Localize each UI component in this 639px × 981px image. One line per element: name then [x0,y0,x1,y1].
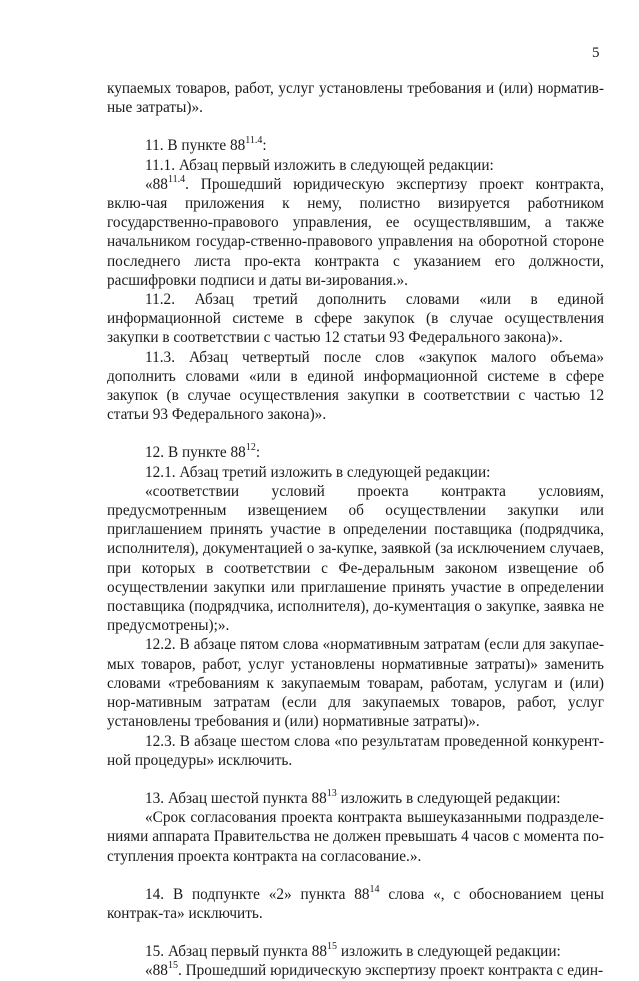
paragraph-quote-13: «Срок согласования проекта контракта вышеуказанными подразделе-ниями аппарата Правительства не должен превышать 4 часов с момента по-ступления проекта контракта на согласование.». [107,809,604,865]
superscript: 12 [245,442,256,454]
superscript: 14 [369,883,380,895]
paragraph-text: 13. Абзац шестой пункта 88 [145,789,327,807]
paragraph-item-11-3: 11.3. Абзац четвертый после слов «закупок малого объема» дополнить словами «или в единой информационной системе в сфере закупок (в случае осуществления закупки в соответствии с частью 12 статьи 93 Федерального закона)». [107,348,604,424]
paragraph-text: 12. В пункте 88 [145,444,246,462]
paragraph-item-11-2: 11.2. Абзац третий дополнить словами «или в единой информационной системе в сфере закупок (в случае осуществления закупки в соответствии с частью 12 статьи 93 Федерального закона)». [107,291,604,347]
paragraph-item-13 [107,789,604,808]
paragraph-item-12-3: 12.3. В абзаце шестом слова «по результатам проведенной конкурент-ной процедуры» исключить. [107,732,604,769]
superscript: 15 [327,941,338,953]
superscript: 15 [167,960,178,972]
paragraph-text: изложить в следующей редакции: [336,789,561,807]
superscript: 11.4 [167,173,186,185]
paragraph-text: «88 [145,175,168,193]
page-number: 5 [592,45,600,61]
paragraph-text: . Прошедший юридическую экспертизу проект контракта, вклю-чая приложения к нему, полистно визируется работником государственно-правового управления, ее осуществлявшим, а также начальником государ-ственно-правового управления на оборотной стороне последнего листа про-екта контракта с указанием его должности, расшифровки подписи и даты ви-зирования.». [107,175,604,289]
paragraph-quote-12-1: «соответствии условий проекта контракта условиям, предусмотренным извещением об осуществлении закупки или приглашением принять участие в определении поставщика (подрядчика, исполнителя), документацией о за-купке, заявкой (за исключением случаев, при которых в соответствии с Фе-деральным законом извещение об осуществлении закупки или приглашение принять участие в определении поставщика (подрядчика, исполнителя), до-кументация о закупке, заявка не предусмотрены);». [107,482,604,635]
paragraph-item-12-1: 12.1. Абзац третий изложить в следующей редакции: [145,463,491,481]
paragraph-text: : [255,444,261,462]
paragraph-text: слова «, с обоснованием цены контрак-та» исключить. [107,885,604,922]
paragraph-quote-88-15 [107,961,604,980]
paragraph-text: . Прошедший юридическую экспертизу проект контракта с един- [177,962,604,980]
paragraph-text: изложить в следующей редакции: [337,943,561,961]
paragraph-quote-88-11-4 [107,175,604,290]
paragraph-text: «88 [145,962,168,980]
paragraph-item-12-2: 12.2. В абзаце пятом слова «нормативным затратам (если для закупае-мых товаров, работ, услуг установлены нормативные затраты)» заменить словами «требованиям к закупаемым товарам, работам, услугам и (или) нор-мативным затратам (если для закупаемых товаров, работ, услуг установлены требования и (или) нормативные затраты)». [107,636,604,731]
paragraph-text: 14. В подпункте «2» пункта 88 [145,885,370,903]
paragraph-continuation: купаемых товаров, работ, услуг установлены требования и (или) норматив-ные затраты)». [107,80,604,117]
paragraph-item-15 [107,942,604,961]
paragraph-text: : [262,137,267,155]
paragraph-item-14 [107,885,604,923]
paragraph-text: 11. В пункте 88 [145,137,246,155]
paragraph-item-11 [107,136,604,155]
document-body [107,79,604,981]
superscript: 11.4 [245,135,263,147]
paragraph-item-12 [107,443,604,462]
superscript: 13 [326,787,337,799]
paragraph-item-11-1: 11.1. Абзац первый изложить в следующей редакции: [145,156,494,174]
paragraph-text: 15. Абзац первый пункта 88 [145,943,328,961]
